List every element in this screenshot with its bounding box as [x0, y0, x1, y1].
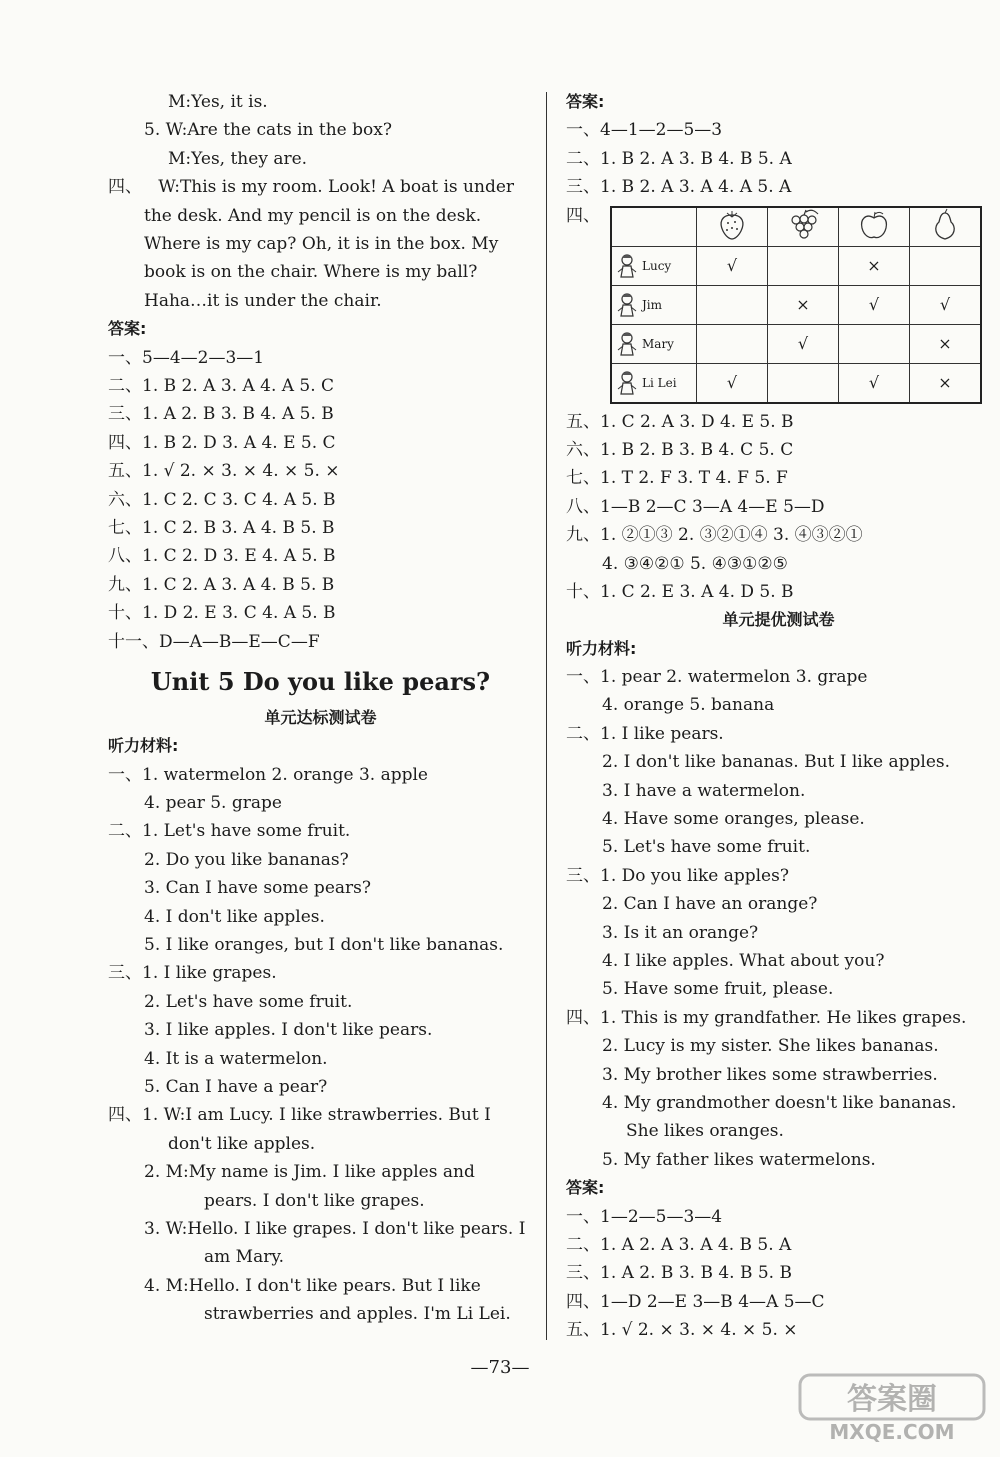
watermark-text: 答案圈 [847, 1382, 937, 1417]
answer-line: 五、1. √ 2. × 3. × 4. × 5. × [566, 1320, 798, 1341]
listening-dialogue: 4. M:Hello. I don't like pears. But I like strawberries and apples. I'm Li Lei. [144, 1275, 511, 1325]
table-cell [697, 324, 768, 363]
child-name: Lucy [642, 258, 672, 273]
section-title: 单元提优测试卷 [722, 610, 835, 630]
listening-line: 4. I don't like apples. [144, 906, 325, 927]
answer-line: 一、1—2—5—3—4 [566, 1206, 723, 1227]
listening-line: 2. Lucy is my sister. She likes bananas. [602, 1036, 939, 1057]
child-name-cell [611, 285, 697, 324]
listening-line: 2. Do you like bananas? [144, 849, 349, 870]
table-cell [768, 363, 839, 403]
listening-line: 4. I like apples. What about you? [602, 950, 885, 971]
strawberry-icon [697, 207, 768, 247]
answers-label: 答案: [566, 1178, 605, 1198]
text-line: 5. W:Are the cats in the box? [144, 120, 392, 141]
listening-line: 三、1. Do you like apples? [566, 865, 789, 886]
answer-line: 八、1—B 2—C 3—A 4—E 5—D [566, 496, 825, 517]
listening-line: 二、1. Let's have some fruit. [108, 821, 351, 842]
answers-label: 答案: [108, 319, 147, 339]
answer-line: 七、1. C 2. B 3. A 4. B 5. B [108, 517, 335, 538]
column-divider [546, 92, 547, 1340]
answer-line: 七、1. T 2. F 3. T 4. F 5. F [566, 468, 788, 489]
answer-line: 十、1. D 2. E 3. C 4. A 5. B [108, 603, 336, 624]
listening-line: 4. My grandmother doesn't like bananas. [602, 1092, 957, 1113]
listening-line: 4. Have some oranges, please. [602, 809, 865, 830]
answers-label: 答案: [566, 92, 605, 111]
watermark-logo [798, 1371, 986, 1443]
table-cell: × [910, 363, 982, 403]
child-name: Mary [642, 336, 674, 351]
listening-line: 二、1. I like pears. [566, 723, 724, 744]
answer-line: 一、5—4—2—3—1 [108, 347, 265, 368]
table-row [611, 324, 981, 363]
table-header-row [611, 207, 981, 247]
apple-icon [839, 207, 910, 247]
table-cell [839, 324, 910, 363]
listening-line: She likes oranges. [626, 1121, 784, 1142]
watermark-url: MXQE.COM [829, 1420, 955, 1443]
answer-line: 三、1. A 2. B 3. B 4. B 5. B [566, 1263, 792, 1284]
child-name-cell [611, 246, 697, 285]
listening-dialogue: 2. M:My name is Jim. I like apples and pears. I don't like grapes. [144, 1162, 475, 1211]
listening-line: 5. I like oranges, but I don't like bananas. [144, 935, 504, 956]
table-cell [910, 246, 982, 285]
listening-line: 5. Have some fruit, please. [602, 979, 834, 1000]
answer-line: 一、4—1—2—5—3 [566, 120, 723, 141]
table-cell [697, 285, 768, 324]
answer-line: 九、1. ②①③ 2. ③②①④ 3. ④③②① [566, 525, 863, 546]
answer-line: 十、1. C 2. E 3. A 4. D 5. B [566, 581, 794, 602]
table-cell: × [768, 285, 839, 324]
listening-part-4: 四、 W:This is my room. Look! A boat is under the desk. And my pencil is on the desk. Where is my cap? Oh, it is in the box. My book is on the chair. Where is my ball? Haha…it is under the chair. [108, 177, 515, 311]
table-corner-cell [611, 207, 697, 247]
listening-line: 4. pear 5. grape [144, 793, 282, 814]
child-name: Jim [642, 297, 663, 312]
listening-line: 3. Can I have some pears? [144, 878, 371, 899]
pear-icon [910, 207, 982, 247]
listening-line: 2. Can I have an orange? [602, 894, 818, 915]
text-line: M:Yes, it is. [168, 92, 268, 112]
listening-dialogue: 四、1. W:I am Lucy. I like strawberries. But I don't like apples. [108, 1105, 491, 1154]
child-name-cell [611, 324, 697, 363]
table-cell: √ [768, 324, 839, 363]
table-cell [768, 246, 839, 285]
listening-line: 4. orange 5. banana [602, 695, 775, 716]
answer-line: 十一、D—A—B—E—C—F [108, 631, 320, 652]
fruit-preference-table-block [566, 202, 991, 408]
page-number: —73— [470, 1357, 530, 1378]
table-cell: √ [697, 363, 768, 403]
child-name: Li Lei [642, 375, 677, 390]
answer-line: 八、1. C 2. D 3. E 4. A 5. B [108, 546, 336, 567]
table-cell: √ [910, 285, 982, 324]
answer-line: 三、1. B 2. A 3. A 4. A 5. A [566, 177, 792, 198]
text-line: M:Yes, they are. [168, 148, 308, 169]
table-row [611, 285, 981, 324]
listening-line: 2. I don't like bananas. But I like apples. [602, 752, 951, 773]
table-cell: √ [697, 246, 768, 285]
table-cell: × [839, 246, 910, 285]
listening-line: 3. My brother likes some strawberries. [602, 1064, 938, 1085]
child-figure-icon [616, 253, 638, 279]
answer-line: 四、1. B 2. D 3. A 4. E 5. C [108, 432, 336, 453]
answer-line: 三、1. A 2. B 3. B 4. A 5. B [108, 404, 334, 425]
listening-line: 3. I like apples. I don't like pears. [144, 1020, 433, 1041]
answer-line: 4. ③④②① 5. ④③①②⑤ [602, 553, 788, 574]
listening-label: 听力材料: [108, 736, 179, 756]
fruit-preference-table [610, 206, 982, 404]
listening-line: 三、1. I like grapes. [108, 963, 277, 984]
answer-line: 五、1. √ 2. × 3. × 4. × 5. × [108, 461, 340, 482]
child-figure-icon [616, 370, 638, 396]
listening-line: 2. Let's have some fruit. [144, 991, 353, 1012]
answer-line: 二、1. A 2. A 3. A 4. B 5. A [566, 1234, 792, 1255]
section-title: 单元达标测试卷 [264, 707, 377, 727]
listening-dialogue: 3. W:Hello. I like grapes. I don't like pears. I am Mary. [144, 1218, 526, 1268]
listening-line: 3. Is it an orange? [602, 922, 759, 943]
answer-line: 二、1. B 2. A 3. B 4. B 5. A [566, 148, 792, 169]
listening-line: 5. Let's have some fruit. [602, 837, 811, 858]
answer-line: 四、1—D 2—E 3—B 4—A 5—C [566, 1291, 825, 1312]
answer-line: 六、1. C 2. C 3. C 4. A 5. B [108, 489, 336, 510]
listening-line: 一、1. watermelon 2. orange 3. apple [108, 764, 428, 785]
listening-line: 四、1. This is my grandfather. He likes grapes. [566, 1007, 967, 1028]
answer-line: 五、1. C 2. A 3. D 4. E 5. B [566, 411, 794, 432]
table-cell: √ [839, 285, 910, 324]
table-cell: √ [839, 363, 910, 403]
unit-title: Unit 5 Do you like pears? [150, 666, 491, 696]
child-name-cell [611, 363, 697, 403]
table-label: 四、 [566, 205, 600, 226]
child-figure-icon [616, 292, 638, 318]
answer-line: 二、1. B 2. A 3. A 4. A 5. C [108, 375, 335, 396]
grape-icon [768, 207, 839, 247]
child-figure-icon [616, 331, 638, 357]
listening-line: 一、1. pear 2. watermelon 3. grape [566, 667, 868, 688]
left-column [108, 88, 533, 1329]
table-row [611, 246, 981, 285]
answer-line: 九、1. C 2. A 3. A 4. B 5. B [108, 574, 335, 595]
listening-line: 5. Can I have a pear? [144, 1076, 328, 1097]
listening-line: 5. My father likes watermelons. [602, 1149, 876, 1170]
right-column [566, 88, 991, 1344]
listening-line: 4. It is a watermelon. [144, 1048, 328, 1069]
listening-label: 听力材料: [566, 638, 637, 658]
table-row [611, 363, 981, 403]
answer-line: 六、1. B 2. B 3. B 4. C 5. C [566, 439, 794, 460]
listening-line: 3. I have a watermelon. [602, 780, 806, 801]
table-cell: × [910, 324, 982, 363]
